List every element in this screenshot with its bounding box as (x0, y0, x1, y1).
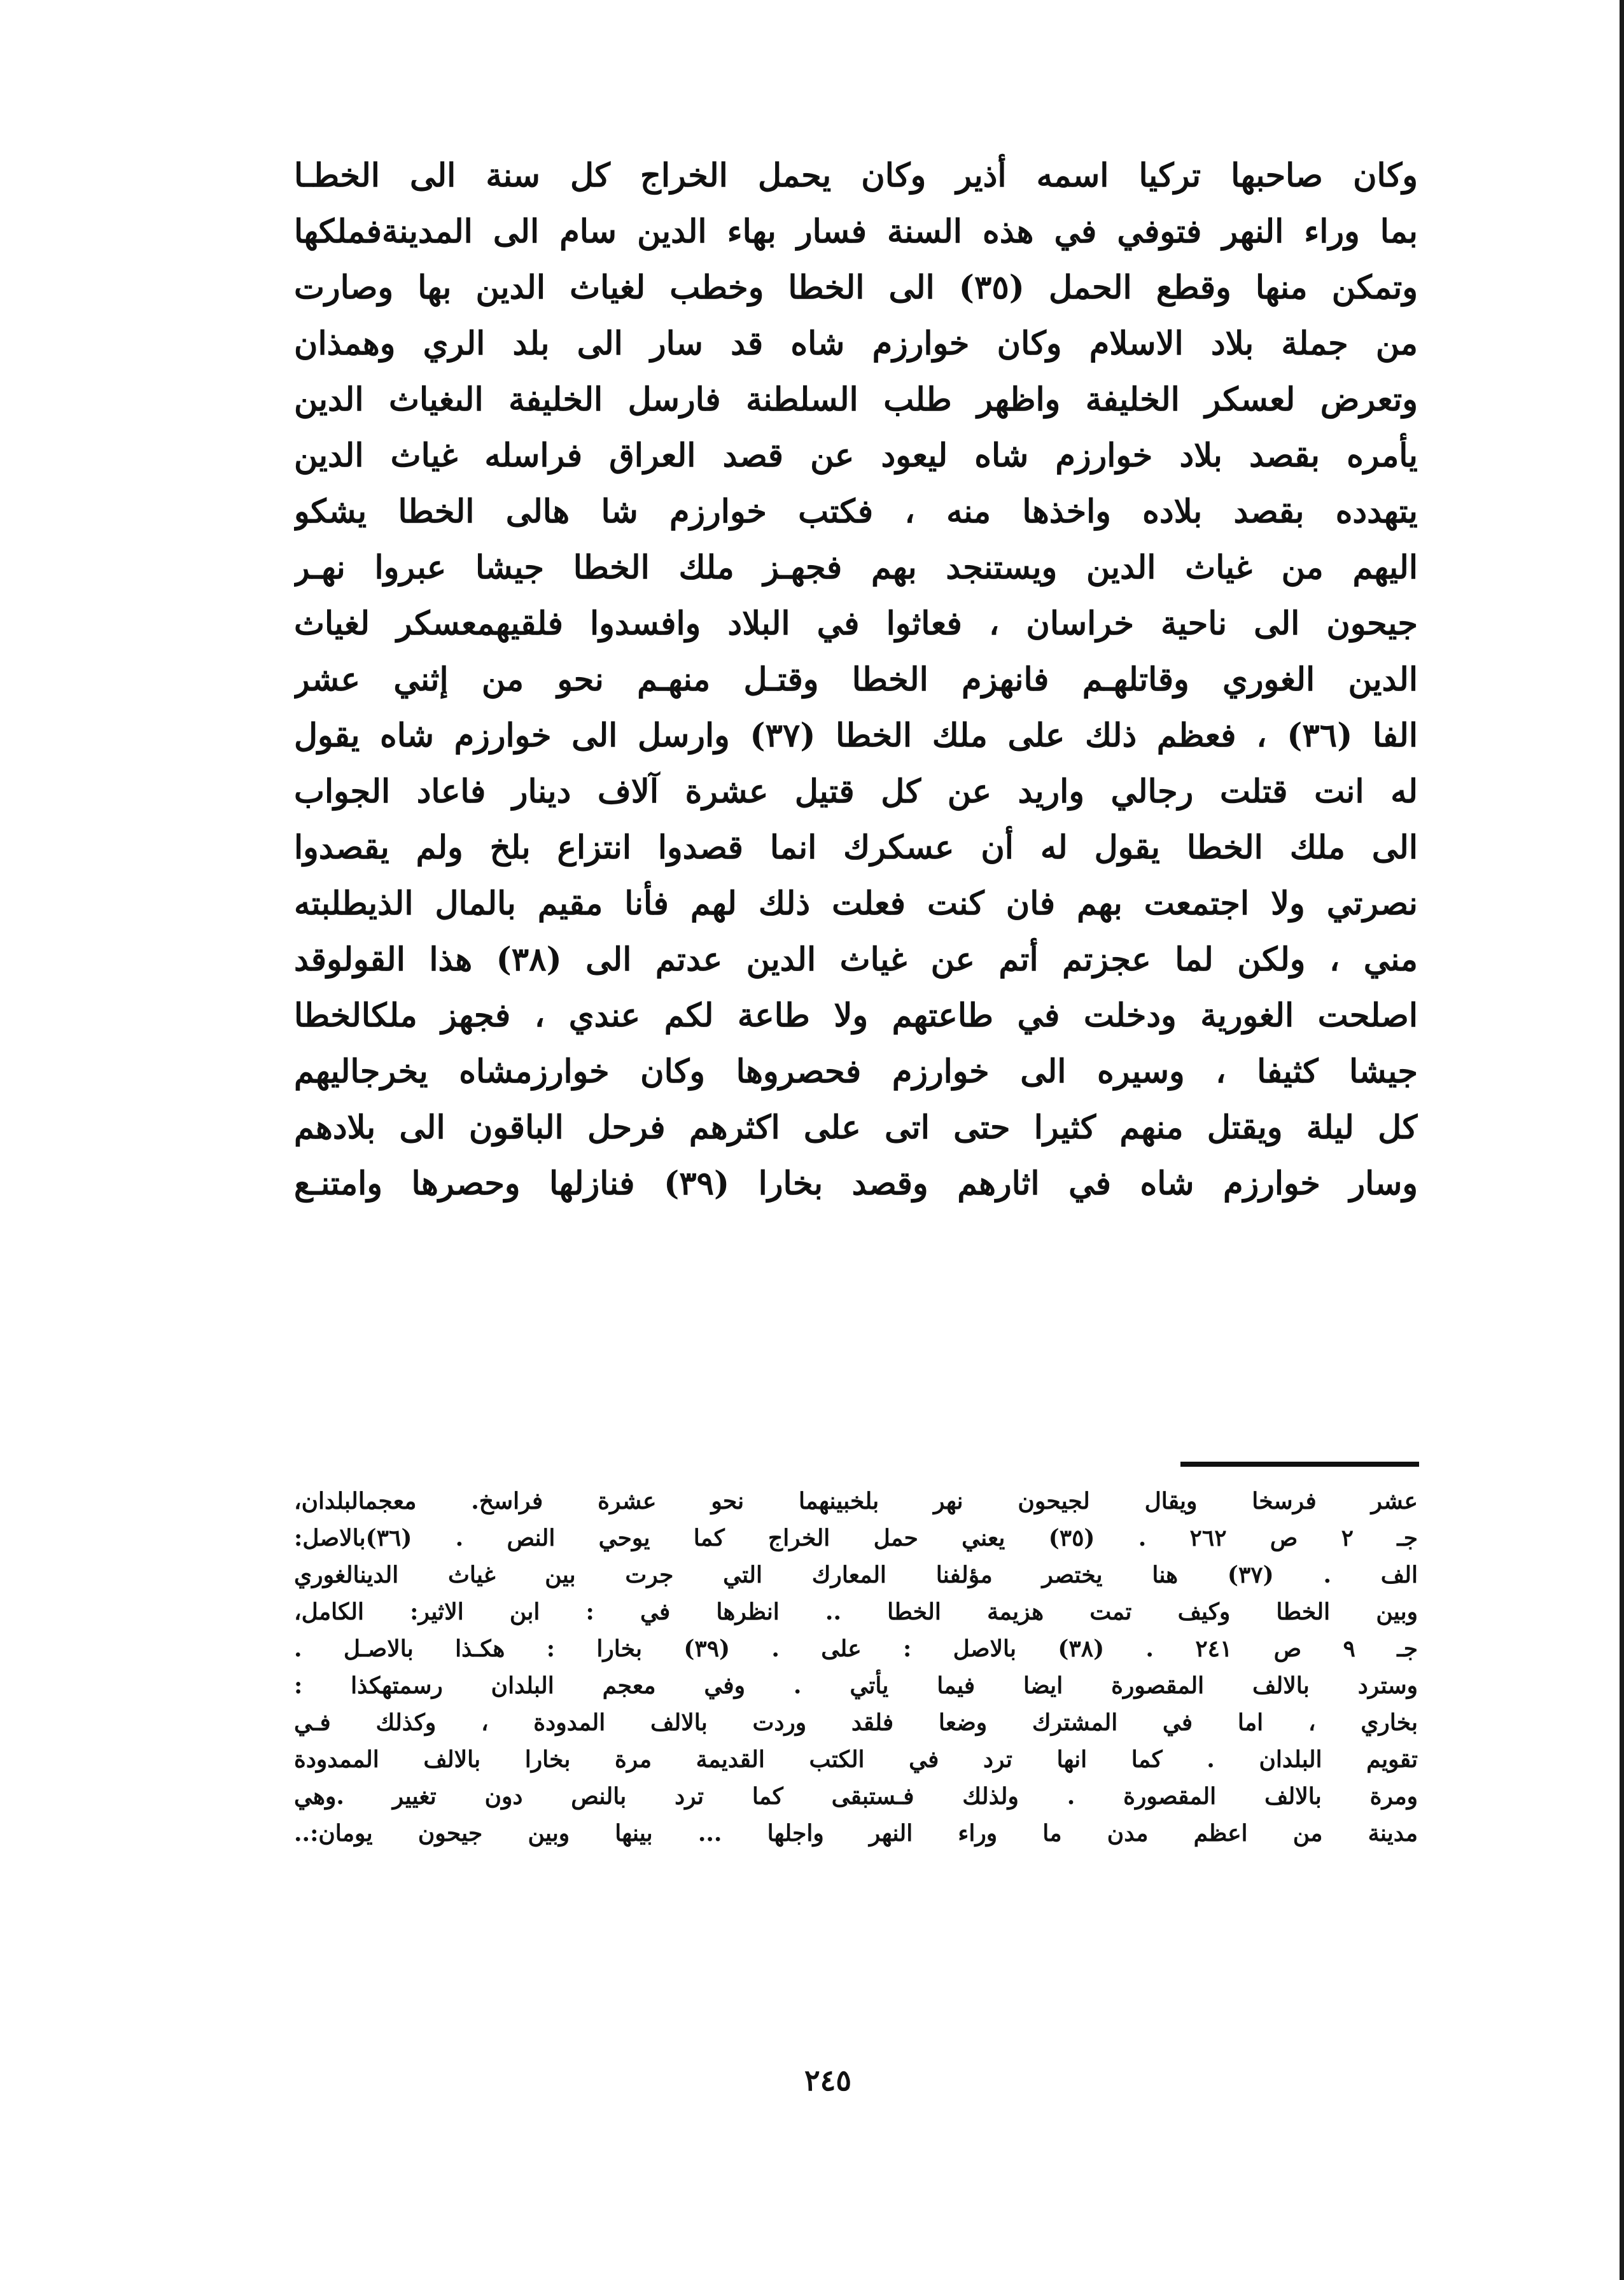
text-line: وسار خوارزم شاه في اثارهم وقصد بخارا (٣٩) فنازلها وحصرها وامتنـع (294, 1164, 1418, 1203)
text-line: وتمكن منها وقطع الحمل (٣٥) الى الخطا وخطب لغياث الدين بها وصارت (294, 269, 1418, 307)
text-line: جيحون الى ناحية خراسان ، فعاثوا في البلاد وافسدوا فلقيهمعسكر لغياث (294, 605, 1418, 643)
page-number: ٢٤٥ (804, 2063, 852, 2097)
footnote-line: وبين الخطا وكيف تمت هزيمة الخطا .. انظرها في : ابن الاثير: الكامل، (294, 1598, 1418, 1625)
footnote-line: تقويم البلدان . كما انها ترد في الكتب القديمة مرة بخارا بالالف الممدودة (294, 1746, 1418, 1773)
text-line: بما وراء النهر فتوفي في هذه السنة فسار بهاء الدين سام الى المدينةفملكها (294, 213, 1418, 251)
main-text-block (294, 148, 1418, 1212)
text-line: يأمره بقصد بلاد خوارزم شاه ليعود عن قصد العراق فراسله غياث الدين (294, 437, 1418, 475)
footnote-line: بخاري ، اما في المشترك وضعا فلقد وردت بالالف المدودة ، وكذلك فـي (294, 1709, 1418, 1736)
footnote-line: جـ ٢ ص ٢٦٢ . (٣٥) يعني حمل الخراج كما يوحي النص . (٣٦)بالاصل: (294, 1525, 1418, 1551)
text-line: اليهم من غياث الدين ويستنجد بهم فجهـز ملك الخطا جيشا عبروا نهـر (294, 549, 1418, 587)
footnote-line: الف . (٣٧) هنا يختصر مؤلفنا المعارك التي جرت بين غياث الدينالغوري (294, 1562, 1418, 1588)
text-line: يتهدده بقصد بلاده واخذها منه ، فكتب خوارزم شا هالى الخطا يشكو (294, 493, 1418, 531)
text-line: وتعرض لعسكر الخليفة واظهر طلب السلطنة فارسل الخليفة الىغياث الدين (294, 381, 1418, 419)
text-line: نصرتي ولا اجتمعت بهم فان كنت فعلت ذلك لهم فأنا مقيم بالمال الذيطلبته (294, 885, 1418, 923)
text-line: جيشا كثيفا ، وسيره الى خوارزم فحصروها وكان خوارزمشاه يخرجاليهم (294, 1053, 1418, 1091)
footnote-line: جـ ٩ ص ٢٤١ . (٣٨) بالاصل : على . (٣٩) بخارا : هكـذا بالاصـل . (294, 1635, 1418, 1662)
footnotes-block (294, 1483, 1418, 1852)
text-line: مني ، ولكن لما عجزتم أتم عن غياث الدين عدتم الى (٣٨) هذا القولوقد (294, 941, 1418, 979)
text-line: الدين الغوري وقاتلهـم فانهزم الخطا وقتـل منهـم نحو من إثني عشر (294, 661, 1418, 699)
text-line: له انت قتلت رجالي واريد عن كل قتيل عشرة آلاف دينار فاعاد الجواب (294, 773, 1418, 811)
text-line: اصلحت الغورية ودخلت في طاعتهم ولا طاعة لكم عندي ، فجهز ملكالخطا (294, 997, 1418, 1035)
footnote-line: وسترد بالالف المقصورة ايضا فيما يأتي . وفي معجم البلدان رسمتهكذا : (294, 1672, 1418, 1699)
page-edge (1620, 0, 1624, 2280)
footnote-line: عشر فرسخا ويقال لجيحون نهر بلخبينهما نحو عشرة فراسخ. معجمالبلدان، (294, 1488, 1418, 1514)
footnote-line: ومرة بالالف المقصورة . ولذلك فـستبقى كما ترد بالنص دون تغيير .وهي (294, 1783, 1418, 1810)
text-line: كل ليلة ويقتل منهم كثيرا حتى اتى على اكثرهم فرحل الباقون الى بلادهم (294, 1109, 1418, 1147)
text-line: من جملة بلاد الاسلام وكان خوارزم شاه قد سار الى بلد الري وهمذان (294, 325, 1418, 363)
footnote-separator (1180, 1462, 1419, 1467)
text-line: الفا (٣٦) ، فعظم ذلك على ملك الخطا (٣٧) وارسل الى خوارزم شاه يقول (294, 717, 1418, 755)
footnote-line: مدينة من اعظم مدن ما وراء النهر واجلها ... بينها وبين جيحون يومان:.. (294, 1820, 1418, 1847)
text-line: الى ملك الخطا يقول له أن عسكرك انما قصدوا انتزاع بلخ ولم يقصدوا (294, 829, 1418, 867)
text-line: وكان صاحبها تركيا اسمه أذير وكان يحمل الخراج كل سنة الى الخطـا (294, 157, 1418, 195)
